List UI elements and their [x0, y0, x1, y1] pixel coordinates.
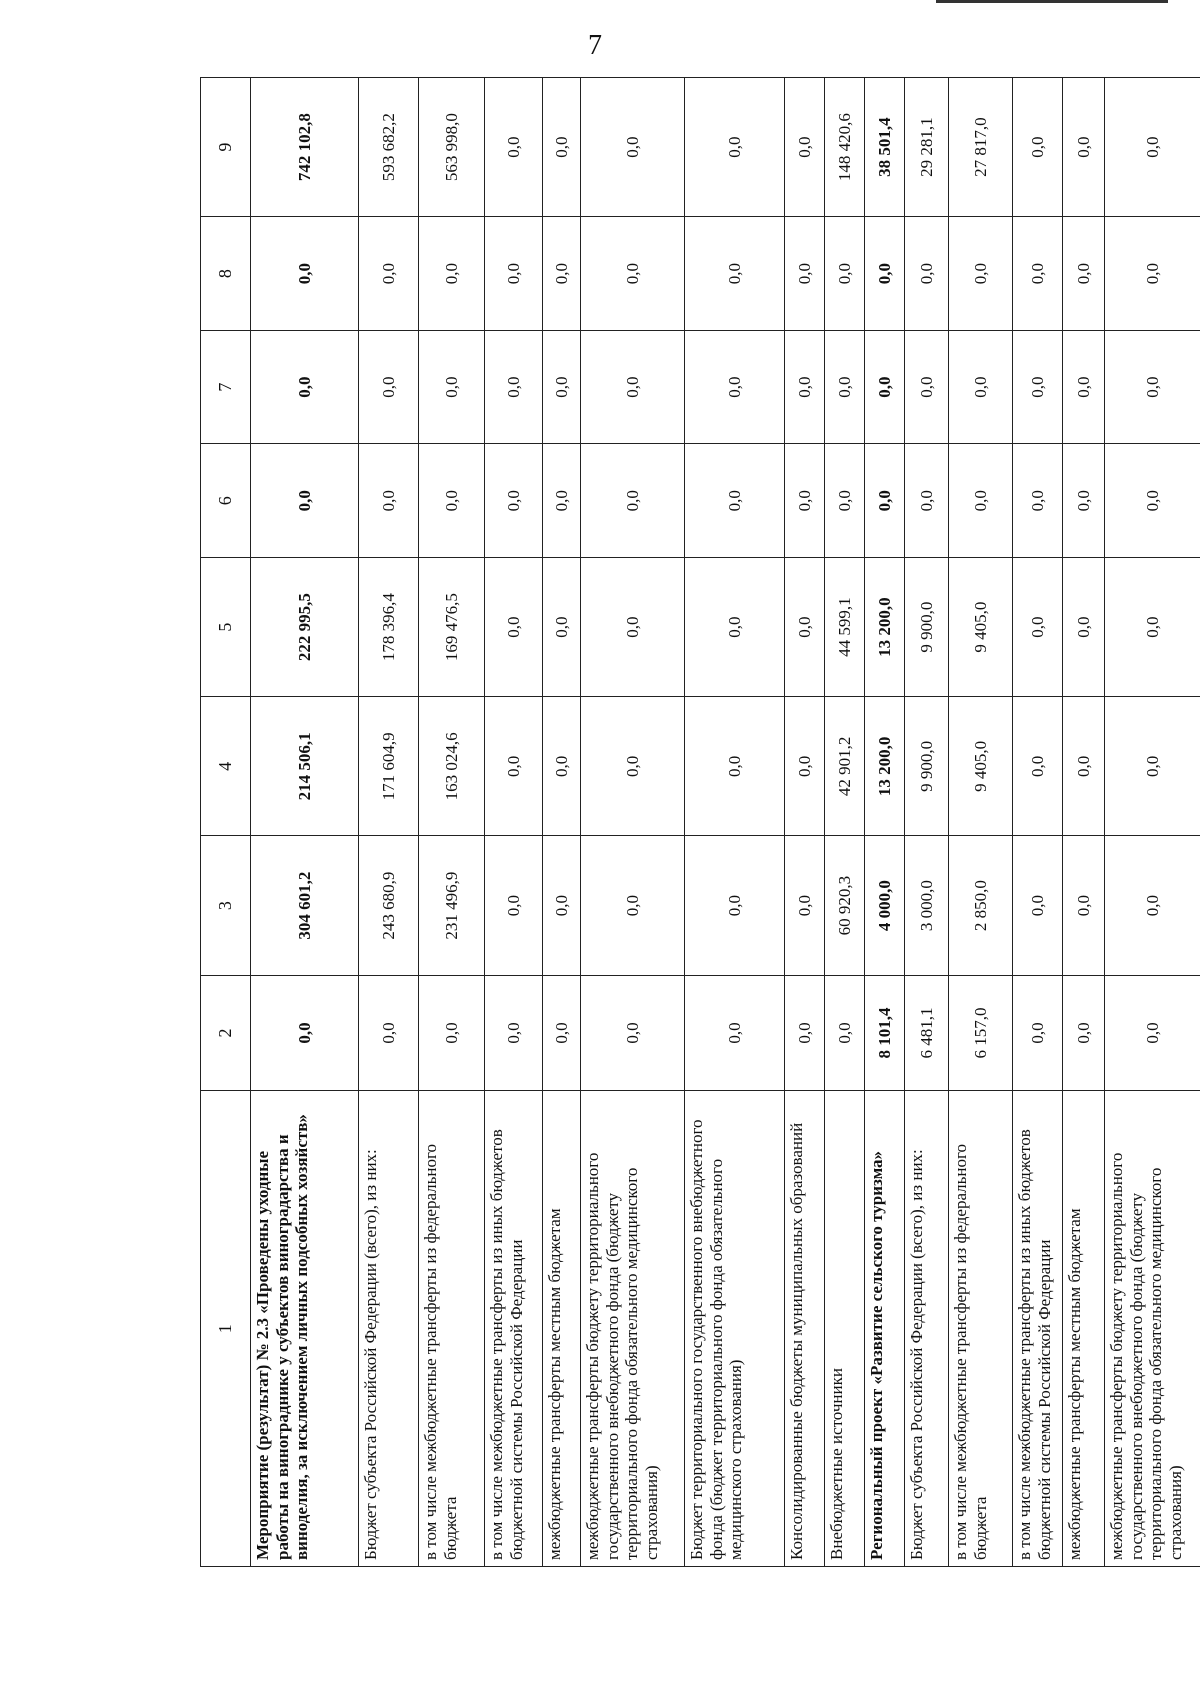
value-cell: 0,0 — [485, 78, 543, 217]
value-cell: 0,0 — [825, 975, 865, 1091]
value-cell: 0,0 — [359, 975, 419, 1091]
budget-table-frame — [200, 77, 1185, 1567]
top-rule — [936, 0, 1168, 3]
value-cell: 0,0 — [825, 444, 865, 558]
value-cell: 0,0 — [419, 217, 485, 331]
value-cell: 0,0 — [1105, 975, 1200, 1091]
value-cell: 42 901,2 — [825, 697, 865, 836]
column-header: 7 — [201, 330, 251, 444]
value-cell: 0,0 — [1105, 78, 1200, 217]
value-cell: 0,0 — [825, 330, 865, 444]
value-cell: 742 102,8 — [251, 78, 359, 217]
value-cell: 0,0 — [1013, 217, 1063, 331]
value-cell: 169 476,5 — [419, 557, 485, 696]
value-cell: 0,0 — [785, 557, 825, 696]
value-cell: 0,0 — [1063, 78, 1105, 217]
value-cell: 0,0 — [685, 78, 785, 217]
value-cell: 13 200,0 — [865, 697, 905, 836]
value-cell: 0,0 — [1063, 697, 1105, 836]
value-cell: 9 405,0 — [949, 697, 1013, 836]
value-cell: 0,0 — [485, 975, 543, 1091]
value-cell: 0,0 — [685, 697, 785, 836]
value-cell: 0,0 — [543, 444, 581, 558]
value-cell: 0,0 — [1063, 975, 1105, 1091]
value-cell: 8 101,4 — [865, 975, 905, 1091]
value-cell: 9 900,0 — [905, 697, 949, 836]
value-cell: 0,0 — [865, 217, 905, 331]
value-cell: 0,0 — [485, 217, 543, 331]
value-cell: 0,0 — [1105, 330, 1200, 444]
value-cell: 0,0 — [685, 836, 785, 975]
value-cell: 0,0 — [359, 330, 419, 444]
value-cell: 0,0 — [581, 330, 685, 444]
value-cell: 0,0 — [685, 444, 785, 558]
value-cell: 0,0 — [1013, 444, 1063, 558]
row-label: Бюджет территориального государственного внебюджетного фонда (бюджет территориального фонда обязательного медицинского страхования) — [685, 1091, 785, 1567]
table-row — [1063, 78, 1105, 1567]
value-cell: 0,0 — [905, 330, 949, 444]
header-row — [201, 78, 251, 1567]
value-cell: 0,0 — [905, 217, 949, 331]
value-cell: 0,0 — [785, 444, 825, 558]
value-cell: 0,0 — [1013, 975, 1063, 1091]
value-cell: 0,0 — [251, 330, 359, 444]
value-cell: 38 501,4 — [865, 78, 905, 217]
value-cell: 0,0 — [543, 697, 581, 836]
row-label: в том числе межбюджетные трансферты из федерального бюджета — [419, 1091, 485, 1567]
value-cell: 0,0 — [685, 557, 785, 696]
value-cell: 0,0 — [581, 444, 685, 558]
value-cell: 0,0 — [1105, 697, 1200, 836]
row-label: межбюджетные трансферты местным бюджетам — [543, 1091, 581, 1567]
value-cell: 0,0 — [785, 217, 825, 331]
table-row — [825, 78, 865, 1567]
value-cell: 214 506,1 — [251, 697, 359, 836]
column-header: 8 — [201, 217, 251, 331]
value-cell: 0,0 — [419, 975, 485, 1091]
value-cell: 222 995,5 — [251, 557, 359, 696]
value-cell: 0,0 — [251, 444, 359, 558]
table-row — [1105, 78, 1200, 1567]
value-cell: 0,0 — [543, 330, 581, 444]
value-cell: 0,0 — [1063, 557, 1105, 696]
budget-table — [200, 77, 1200, 1567]
value-cell: 0,0 — [1105, 557, 1200, 696]
value-cell: 44 599,1 — [825, 557, 865, 696]
value-cell: 0,0 — [543, 975, 581, 1091]
value-cell: 171 604,9 — [359, 697, 419, 836]
value-cell: 29 281,1 — [905, 78, 949, 217]
value-cell: 0,0 — [581, 557, 685, 696]
value-cell: 0,0 — [543, 217, 581, 331]
table-row — [359, 78, 419, 1567]
value-cell: 0,0 — [485, 836, 543, 975]
value-cell: 0,0 — [485, 557, 543, 696]
value-cell: 231 496,9 — [419, 836, 485, 975]
row-label: Внебюджетные источники — [825, 1091, 865, 1567]
value-cell: 0,0 — [785, 330, 825, 444]
column-header: 3 — [201, 836, 251, 975]
value-cell: 0,0 — [1063, 836, 1105, 975]
table-row — [949, 78, 1013, 1567]
row-label: Региональный проект «Развитие сельского туризма» — [865, 1091, 905, 1567]
row-label: межбюджетные трансферты бюджету территориального государственного внебюджетного фонда (бюджету территориального фонда обязательного медицинского страхования) — [581, 1091, 685, 1567]
value-cell: 0,0 — [1013, 330, 1063, 444]
table-row — [905, 78, 949, 1567]
row-label: Бюджет субъекта Российской Федерации (всего), из них: — [359, 1091, 419, 1567]
table-body — [201, 78, 1200, 1567]
table-row — [581, 78, 685, 1567]
value-cell: 13 200,0 — [865, 557, 905, 696]
value-cell: 0,0 — [251, 975, 359, 1091]
value-cell: 0,0 — [581, 78, 685, 217]
value-cell: 0,0 — [419, 444, 485, 558]
column-header: 1 — [201, 1091, 251, 1567]
table-row — [685, 78, 785, 1567]
value-cell: 0,0 — [485, 330, 543, 444]
value-cell: 0,0 — [1063, 444, 1105, 558]
value-cell: 0,0 — [825, 217, 865, 331]
value-cell: 0,0 — [543, 557, 581, 696]
table-row — [865, 78, 905, 1567]
page-number: 7 — [588, 30, 602, 61]
value-cell: 163 024,6 — [419, 697, 485, 836]
value-cell: 304 601,2 — [251, 836, 359, 975]
value-cell: 9 405,0 — [949, 557, 1013, 696]
value-cell: 563 998,0 — [419, 78, 485, 217]
row-label: межбюджетные трансферты местным бюджетам — [1063, 1091, 1105, 1567]
value-cell: 0,0 — [1063, 330, 1105, 444]
value-cell: 0,0 — [685, 330, 785, 444]
value-cell: 0,0 — [251, 217, 359, 331]
value-cell: 0,0 — [1063, 217, 1105, 331]
value-cell: 593 682,2 — [359, 78, 419, 217]
value-cell: 0,0 — [581, 836, 685, 975]
value-cell: 0,0 — [1013, 557, 1063, 696]
row-label: Бюджет субъекта Российской Федерации (всего), из них: — [905, 1091, 949, 1567]
value-cell: 178 396,4 — [359, 557, 419, 696]
column-header: 9 — [201, 78, 251, 217]
value-cell: 0,0 — [785, 78, 825, 217]
value-cell: 243 680,9 — [359, 836, 419, 975]
value-cell: 3 000,0 — [905, 836, 949, 975]
value-cell: 0,0 — [359, 217, 419, 331]
value-cell: 0,0 — [785, 975, 825, 1091]
value-cell: 0,0 — [581, 975, 685, 1091]
table-row — [251, 78, 359, 1567]
value-cell: 0,0 — [485, 444, 543, 558]
value-cell: 0,0 — [581, 697, 685, 836]
value-cell: 0,0 — [865, 444, 905, 558]
value-cell: 0,0 — [359, 444, 419, 558]
value-cell: 0,0 — [1013, 78, 1063, 217]
table-row — [1013, 78, 1063, 1567]
row-label: Консолидированные бюджеты муниципальных образований — [785, 1091, 825, 1567]
table-row — [419, 78, 485, 1567]
value-cell: 0,0 — [785, 697, 825, 836]
column-header: 4 — [201, 697, 251, 836]
row-label: в том числе межбюджетные трансферты из федерального бюджета — [949, 1091, 1013, 1567]
table-row — [785, 78, 825, 1567]
value-cell: 0,0 — [543, 836, 581, 975]
value-cell: 148 420,6 — [825, 78, 865, 217]
value-cell: 0,0 — [581, 217, 685, 331]
table-row — [543, 78, 581, 1567]
value-cell: 0,0 — [949, 444, 1013, 558]
value-cell: 0,0 — [1013, 697, 1063, 836]
value-cell: 4 000,0 — [865, 836, 905, 975]
row-label: в том числе межбюджетные трансферты из иных бюджетов бюджетной системы Российской Федерации — [485, 1091, 543, 1567]
value-cell: 0,0 — [485, 697, 543, 836]
value-cell: 0,0 — [1105, 217, 1200, 331]
row-label: межбюджетные трансферты бюджету территориального государственного внебюджетного фонда (бюджету территориального фонда обязательного медицинского страхования) — [1105, 1091, 1200, 1567]
value-cell: 6 481,1 — [905, 975, 949, 1091]
row-label: в том числе межбюджетные трансферты из иных бюджетов бюджетной системы Российской Федерации — [1013, 1091, 1063, 1567]
value-cell: 0,0 — [905, 444, 949, 558]
value-cell: 0,0 — [1105, 444, 1200, 558]
value-cell: 0,0 — [685, 217, 785, 331]
column-header: 5 — [201, 557, 251, 696]
value-cell: 0,0 — [419, 330, 485, 444]
value-cell: 0,0 — [1013, 836, 1063, 975]
table-row — [485, 78, 543, 1567]
column-header: 2 — [201, 975, 251, 1091]
value-cell: 6 157,0 — [949, 975, 1013, 1091]
value-cell: 0,0 — [543, 78, 581, 217]
value-cell: 0,0 — [785, 836, 825, 975]
value-cell: 9 900,0 — [905, 557, 949, 696]
value-cell: 0,0 — [685, 975, 785, 1091]
value-cell: 0,0 — [865, 330, 905, 444]
row-label: Мероприятие (результат) № 2.3 «Проведены уходные работы на винограднике у субъектов виноградарства и виноделия, за исключением личных подсобных хозяйств» — [251, 1091, 359, 1567]
value-cell: 27 817,0 — [949, 78, 1013, 217]
column-header: 6 — [201, 444, 251, 558]
value-cell: 60 920,3 — [825, 836, 865, 975]
value-cell: 0,0 — [949, 330, 1013, 444]
value-cell: 0,0 — [1105, 836, 1200, 975]
value-cell: 2 850,0 — [949, 836, 1013, 975]
value-cell: 0,0 — [949, 217, 1013, 331]
